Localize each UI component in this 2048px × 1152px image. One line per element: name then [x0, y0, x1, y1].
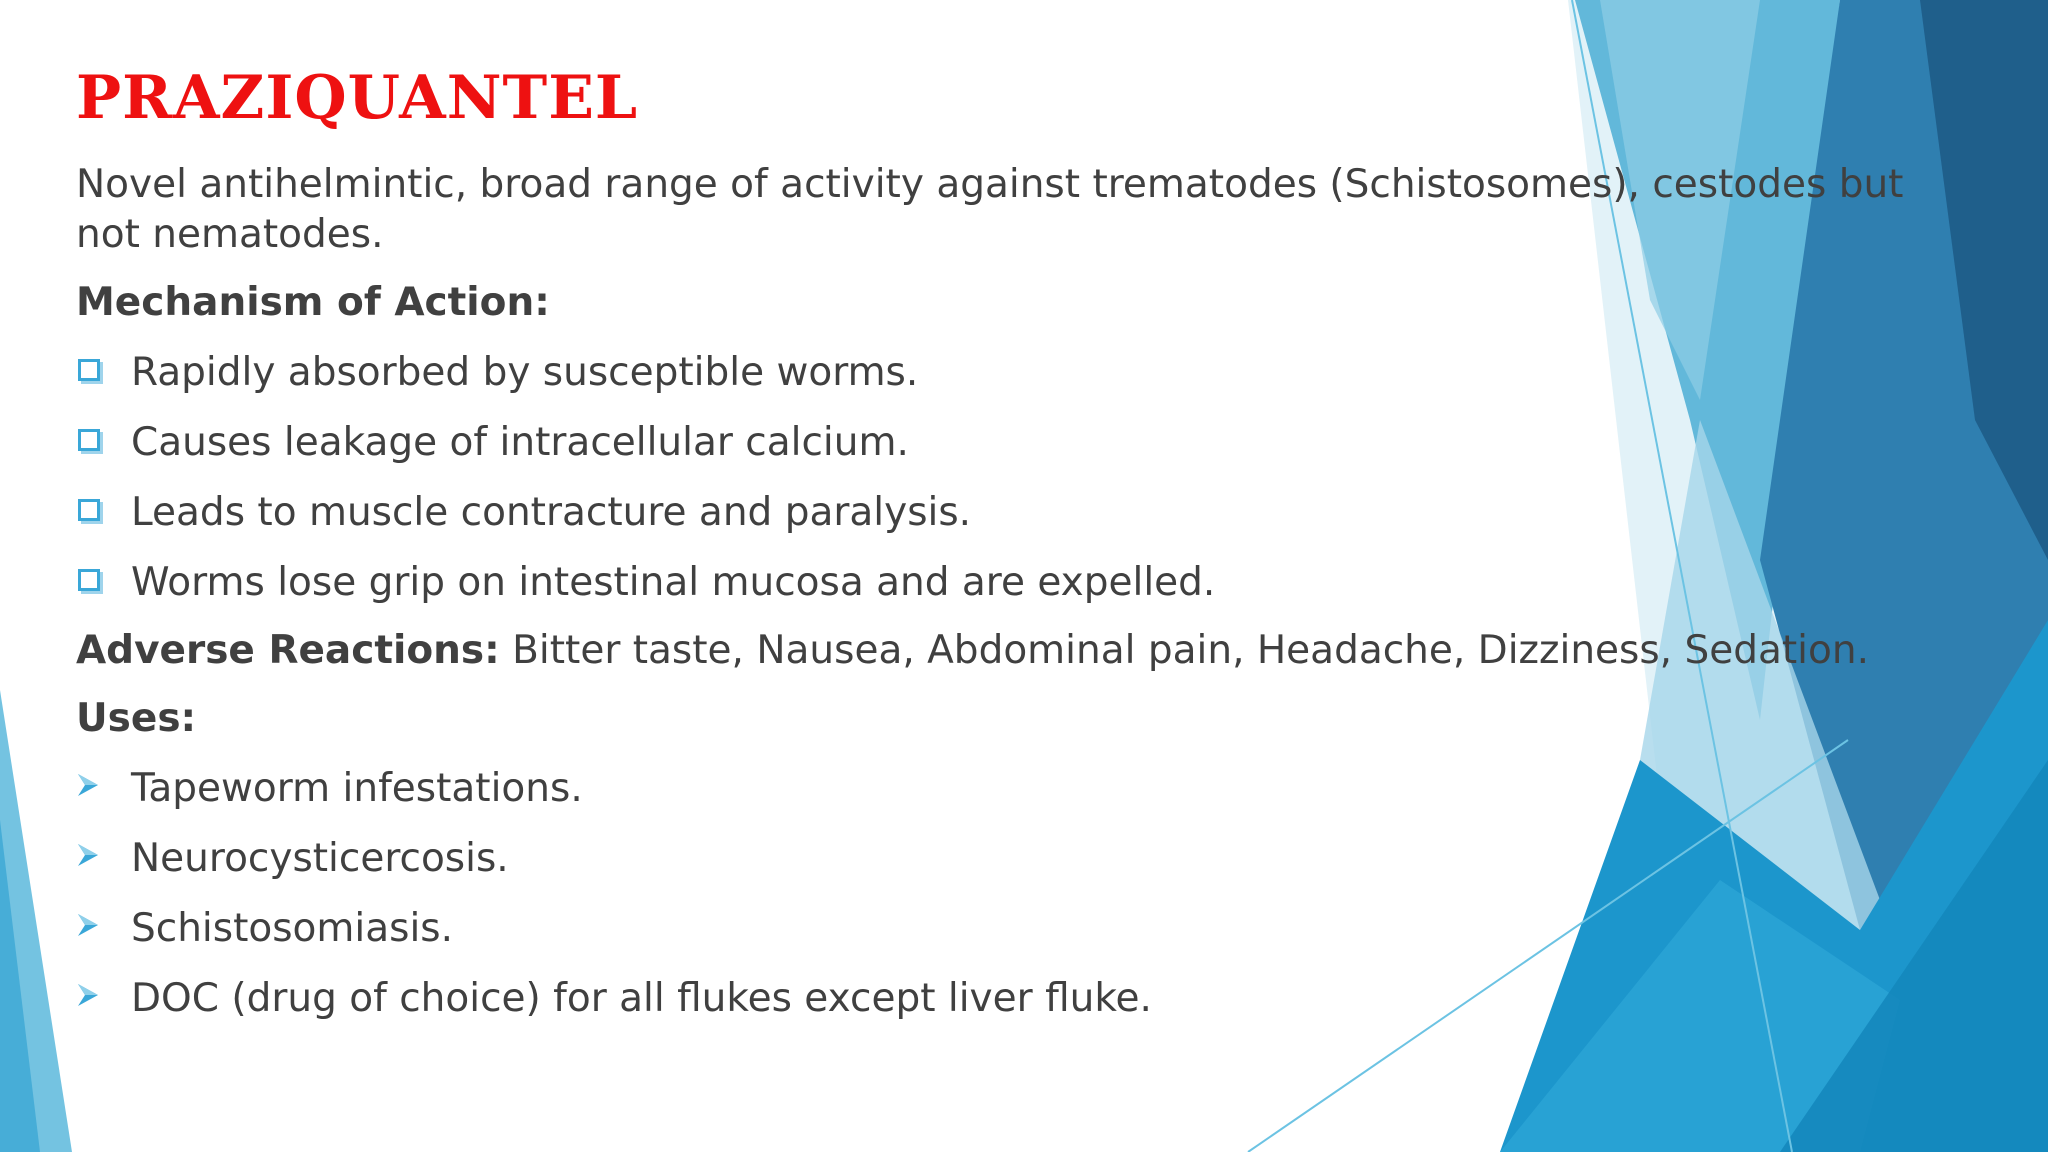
hollow-square-bullet-icon — [78, 499, 100, 521]
adverse-reactions-label: Adverse Reactions: — [76, 628, 500, 673]
arrowhead-bullet-icon — [76, 982, 100, 1008]
mechanism-item — [76, 558, 1916, 608]
mechanism-item — [76, 488, 1916, 538]
hollow-square-bullet-icon — [78, 569, 100, 591]
mechanism-heading: Mechanism of Action: — [76, 280, 550, 325]
mechanism-item — [76, 348, 1916, 398]
mechanism-list — [76, 348, 1916, 608]
adverse-reactions-line — [76, 626, 1916, 676]
uses-item — [76, 834, 1916, 884]
uses-item — [76, 904, 1916, 954]
uses-item-text: Tapeworm infestations. — [131, 766, 583, 811]
mechanism-item-text: Worms lose grip on intestinal mucosa and are expelled. — [131, 560, 1216, 605]
mechanism-item-text: Rapidly absorbed by susceptible worms. — [131, 350, 919, 395]
uses-item — [76, 764, 1916, 814]
hollow-square-bullet-icon — [78, 429, 100, 451]
mechanism-item-text: Leads to muscle contracture and paralysis. — [131, 490, 972, 535]
slide-title: PRAZIQUANTEL — [76, 63, 639, 133]
uses-heading: Uses: — [76, 696, 197, 741]
intro-paragraph: Novel antihelmintic, broad range of activity against trematodes (Schistosomes), cestodes but not nematodes. — [76, 162, 1904, 257]
uses-item-text: Schistosomiasis. — [131, 906, 453, 951]
uses-item-text: Neurocysticercosis. — [131, 836, 509, 881]
uses-item — [76, 974, 1916, 1024]
hollow-square-bullet-icon — [78, 359, 100, 381]
arrowhead-bullet-icon — [76, 842, 100, 868]
arrowhead-bullet-icon — [76, 772, 100, 798]
mechanism-item — [76, 418, 1916, 468]
uses-item-text: DOC (drug of choice) for all flukes except liver fluke. — [131, 976, 1152, 1021]
uses-list — [76, 764, 1916, 1024]
adverse-reactions-text: Bitter taste, Nausea, Abdominal pain, Headache, Dizziness, Sedation. — [499, 628, 1869, 673]
mechanism-item-text: Causes leakage of intracellular calcium. — [131, 420, 909, 465]
slide-content — [76, 52, 1916, 1024]
arrowhead-bullet-icon — [76, 912, 100, 938]
